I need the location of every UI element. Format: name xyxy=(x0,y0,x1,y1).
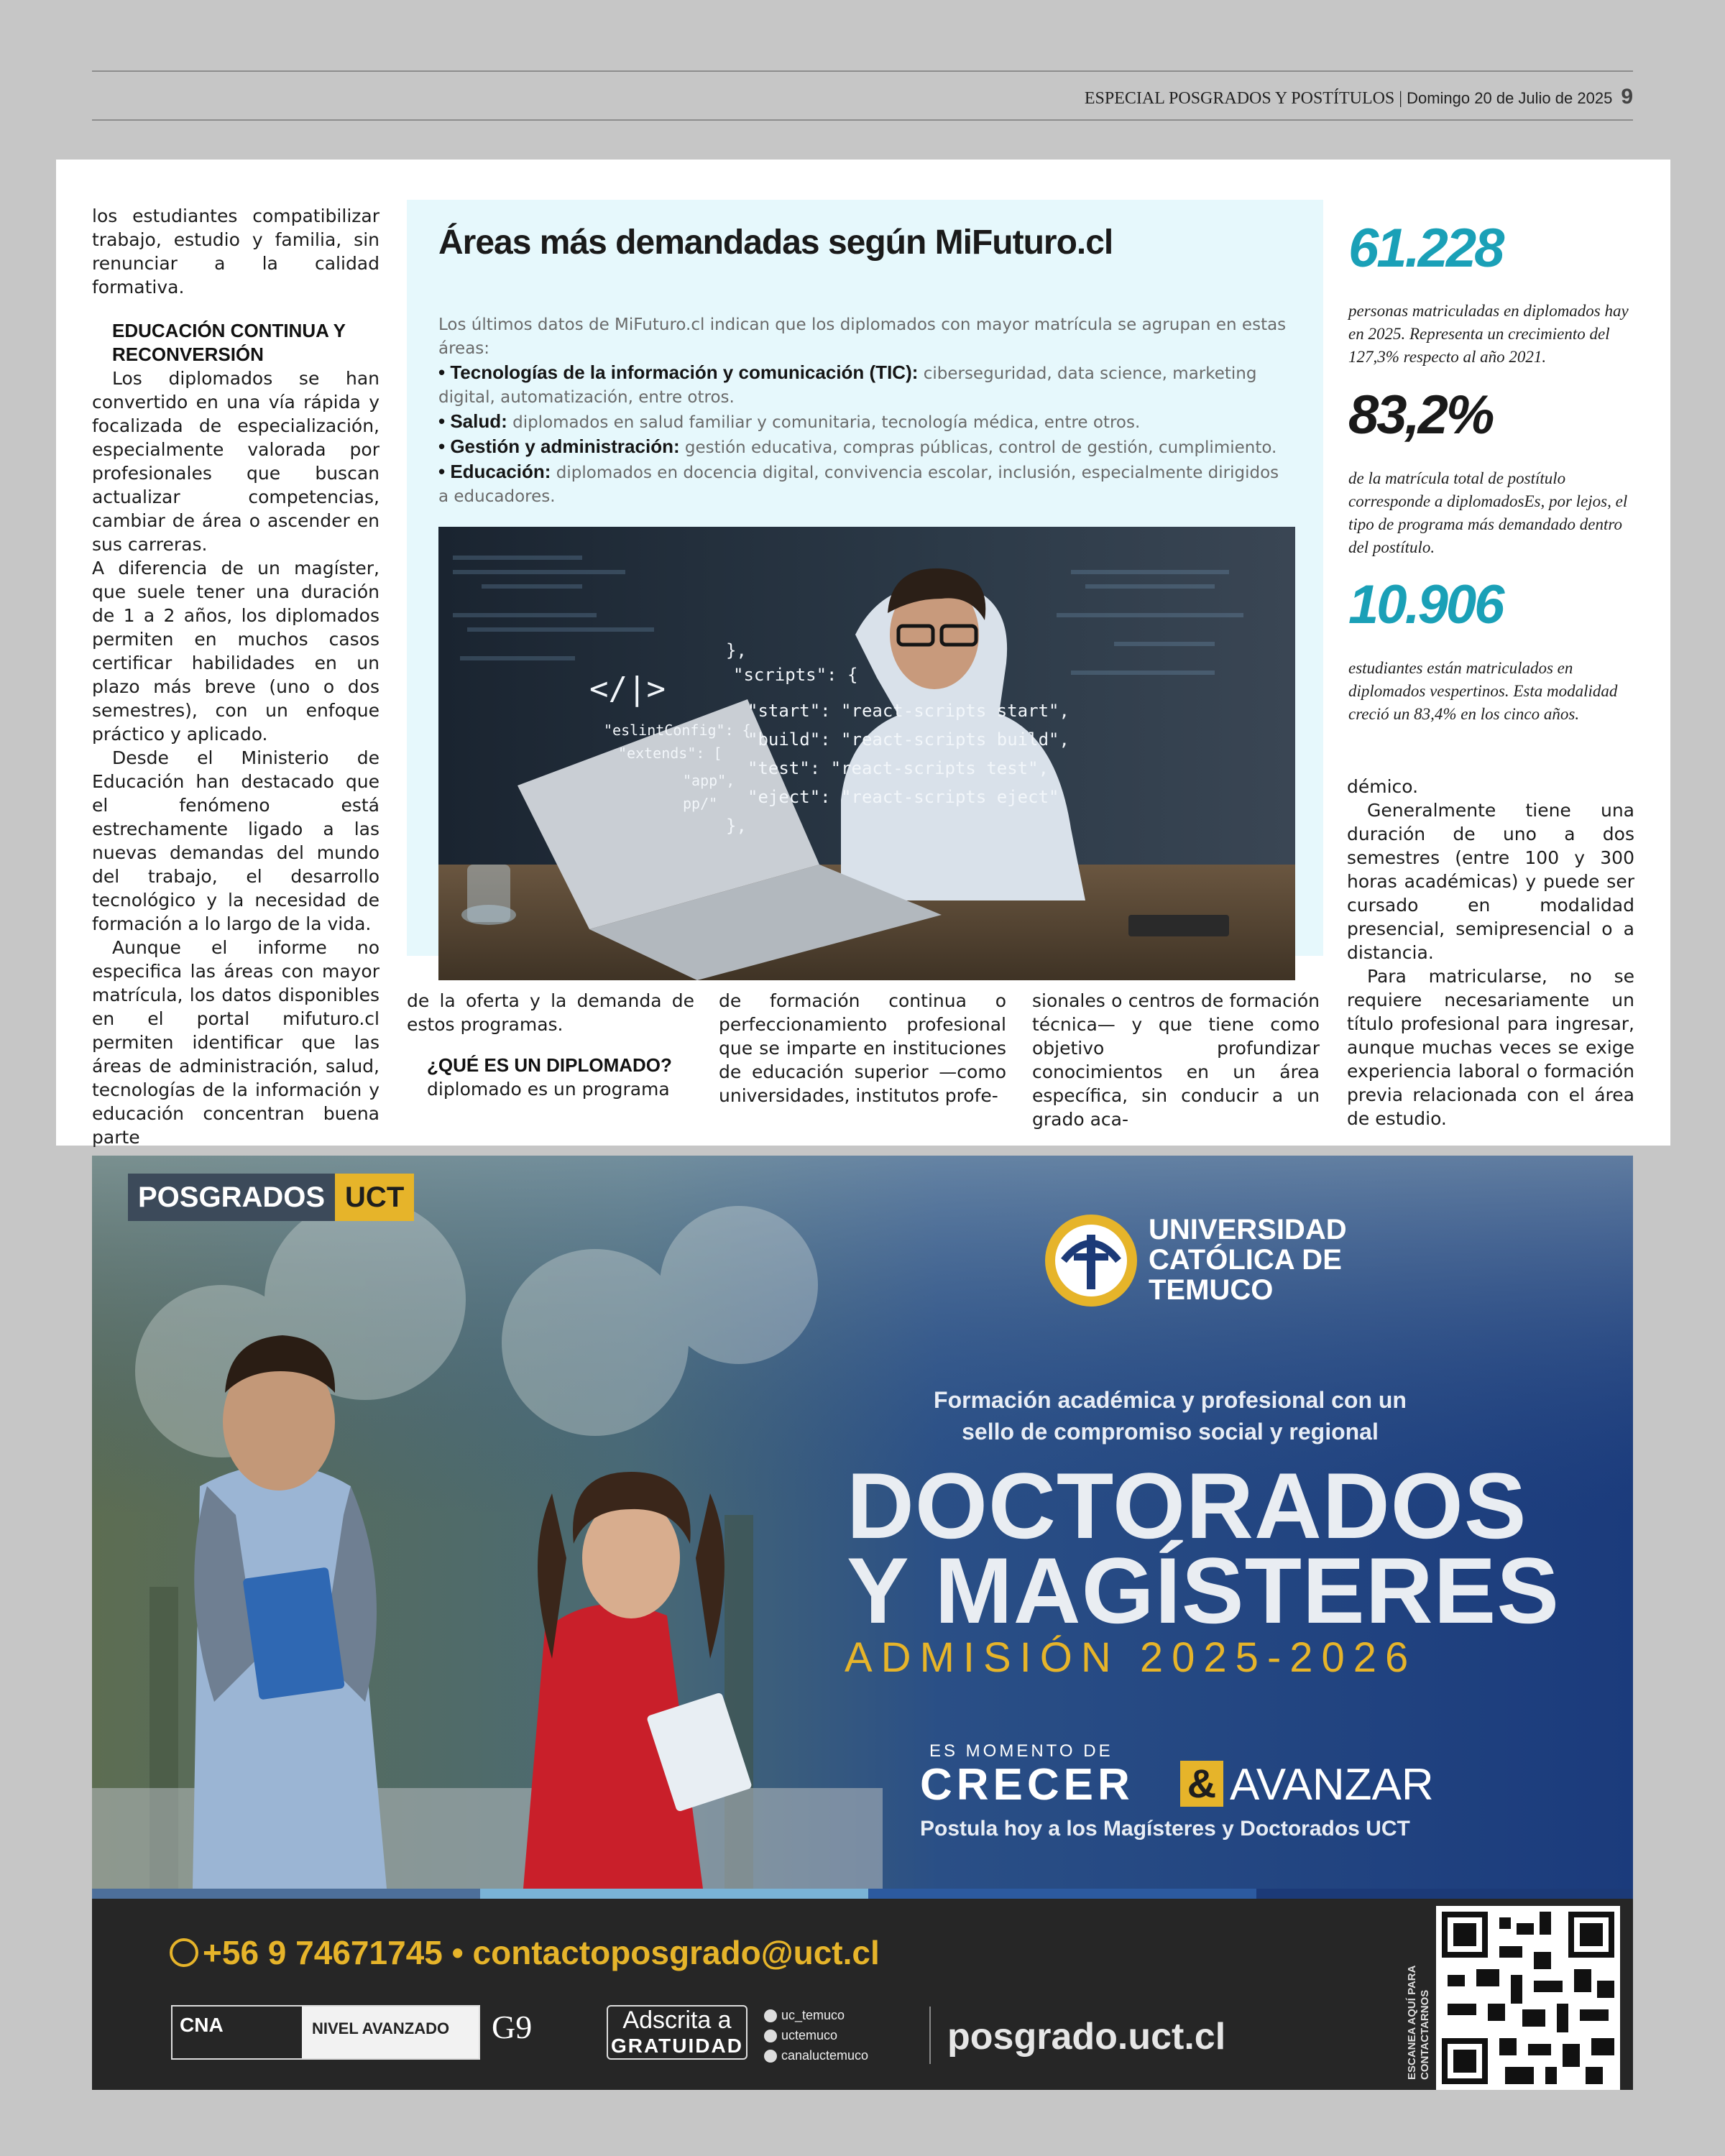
headline-doctorados: DOCTORADOS xyxy=(847,1453,1527,1558)
col1-paragraph: Aunque el informe no especifica las áreas con mayor matrícula, los datos disponibles en el portal mifuturo.cl permiten identificar que las áreas de administración, salud, tecnologías de la información y educación concentran buena parte xyxy=(92,937,380,1148)
col5-paragraph: démico. xyxy=(1347,776,1419,797)
ad-lead-text xyxy=(875,1384,1465,1447)
university-name-line: UNIVERSIDAD xyxy=(1149,1214,1347,1245)
header-date: Domingo 20 de Julio de 2025 xyxy=(1407,89,1613,107)
box-item xyxy=(438,460,1294,509)
footer-divider xyxy=(929,2007,931,2064)
article-panel xyxy=(56,160,1670,1146)
code-close: }, xyxy=(726,816,747,836)
qr-code-icon[interactable] xyxy=(1436,1906,1620,2090)
ad-lead-line: sello de compromiso social y regional xyxy=(962,1419,1379,1445)
photo-illustration xyxy=(438,527,1295,980)
social-handle[interactable] xyxy=(764,2028,837,2043)
qr-code-graphic xyxy=(1436,1906,1620,2090)
article-column-2 xyxy=(407,989,694,1101)
uct-logo-icon xyxy=(1042,1212,1140,1309)
box-item-label: • Salud: xyxy=(438,410,507,432)
social-handle[interactable] xyxy=(764,2048,868,2063)
social-handle-text: canaluctemuco xyxy=(781,2048,869,2063)
tag-uct-text: UCT xyxy=(335,1174,414,1221)
stat-description: personas matriculadas en diplomados hay en 2025. Representa un crecimiento del 127,3% respecto al año 2021. xyxy=(1348,302,1629,366)
social-handle-text: uctemuco xyxy=(781,2028,838,2042)
box-body xyxy=(438,313,1294,509)
website-link[interactable]: posgrado.uct.cl xyxy=(947,2016,1226,2058)
article-column-5 xyxy=(1347,775,1634,1130)
box-intro: Los últimos datos de MiFuturo.cl indican que los diplomados con mayor matrícula se agrupan en estas áreas: xyxy=(438,315,1287,358)
ad-campus-photo xyxy=(92,1156,1633,1889)
page-number: 9 xyxy=(1621,85,1633,109)
whatsapp-icon xyxy=(170,1938,198,1967)
header-section: ESPECIAL POSGRADOS Y POSTÍTULOS xyxy=(1084,89,1395,108)
social-handle-text: uc_temuco xyxy=(781,2008,845,2022)
article-column-4 xyxy=(1032,989,1320,1131)
col1-paragraph: Los diplomados se han convertido en una vía rápida y focalizada de especialización, especialmente valorada por profesionales que buscan actualizar competencias, cambiar de área o ascender en sus carreras. xyxy=(92,368,380,555)
page-header xyxy=(1085,85,1633,109)
article-column-3 xyxy=(719,989,1006,1107)
code-start: "start": "react-scripts start", xyxy=(748,701,1070,721)
box-item-text: gestión educativa, compras públicas, control de gestión, cumplimiento. xyxy=(679,438,1277,457)
social-handle[interactable] xyxy=(764,2008,845,2023)
uct-advertisement xyxy=(92,1156,1633,2090)
stat-value: 61.228 xyxy=(1348,218,1503,279)
col2-paragraph: diplomado es un programa xyxy=(427,1079,670,1100)
color-bar-graphic xyxy=(92,1889,1633,1899)
university-name xyxy=(1149,1215,1347,1305)
code-tag: </|> xyxy=(589,671,666,707)
code-build: "build": "react-scripts build", xyxy=(748,729,1070,750)
social-icon xyxy=(764,2050,777,2063)
code-eject: "eject": "react-scripts eject" xyxy=(748,787,1059,807)
box-title: Áreas más demandadas según MiFuturo.cl xyxy=(438,224,1113,262)
col5-paragraph: Para matricularse, no se requiere necesariamente un título profesional para ingresar, aunque muchas veces se exige experiencia laboral o formación previa relacionada con el área de estudio. xyxy=(1347,966,1634,1129)
student-laptop-photo xyxy=(438,527,1295,980)
cna-accreditation-badge xyxy=(171,2005,480,2060)
box-item-text: diplomados en salud familiar y comunitaria, tecnología médica, entre otros. xyxy=(507,413,1141,432)
crecer-text: CRECER xyxy=(920,1760,1134,1810)
avanzar-text: AVANZAR xyxy=(1230,1760,1434,1810)
box-item-text: diplomados en docencia digital, convivencia escolar, inclusión, especialmente dirigidos a educadores. xyxy=(438,464,1279,506)
g9-badge: G9 xyxy=(492,2009,533,2045)
subheading-que-es-diplomado: ¿QUÉ ES UN DIPLOMADO? xyxy=(427,1054,672,1076)
header-separator: | xyxy=(1399,89,1403,108)
scan-qr-label: ESCANEA AQUÍ PARA CONTACTARNOS xyxy=(1406,1966,1431,2080)
social-icon xyxy=(764,2009,777,2022)
posgrados-uct-tag xyxy=(128,1174,414,1221)
momento-text: ES MOMENTO DE xyxy=(929,1741,1113,1761)
box-item-text: ciberseguridad, data science, marketing digital, automatización, entre otros. xyxy=(438,364,1257,407)
cna-label: CNA xyxy=(180,2014,224,2036)
headline-magisteres: Y MAGÍSTERES xyxy=(847,1538,1560,1643)
stat-description: estudiantes están matriculados en diplomados vespertinos. Esta modalidad creció un 83,4% en los cinco años. xyxy=(1348,659,1618,723)
university-name-line: TEMUCO xyxy=(1149,1274,1274,1306)
header-bottom-rule xyxy=(92,119,1633,121)
top-rule xyxy=(92,70,1633,72)
adscrita-label: Adscrita a xyxy=(622,2007,732,2034)
code-scripts: "scripts": { xyxy=(733,665,858,685)
contact-separator: • xyxy=(442,1934,473,1971)
col1-paragraph: los estudiantes compatibilizar trabajo, estudio y familia, sin renunciar a la calidad formativa. xyxy=(92,206,380,298)
stat-description: de la matrícula total de postítulo corresponde a diplomadosEs, por lejos, el tipo de programa más demandado dentro del postítulo. xyxy=(1348,469,1628,556)
highlight-box xyxy=(407,200,1323,956)
nivel-avanzado-box xyxy=(302,2007,479,2058)
admision-text: ADMISIÓN 2025-2026 xyxy=(845,1634,1417,1681)
ad-color-bar xyxy=(92,1889,1633,1899)
code-extends: "extends": [ xyxy=(618,745,722,762)
university-name-line: CATÓLICA DE xyxy=(1149,1244,1342,1276)
tag-posgrados-text: POSGRADOS xyxy=(128,1174,335,1221)
col1-paragraph: Desde el Ministerio de Educación han destacado que el fenómeno está estrechamente ligado a las nuevas demandas del mundo del trabajo, el desarrollo tecnológico y la necesidad de formación a lo largo de la vida. xyxy=(92,747,380,934)
postula-text: Postula hoy a los Magísteres y Doctorados UCT xyxy=(920,1817,1410,1841)
ad-lead-line: Formación académica y profesional con un xyxy=(934,1387,1407,1413)
ad-footer xyxy=(92,1899,1633,2090)
subheading-educacion-continua: EDUCACIÓN CONTINUA Y RECONVERSIÓN xyxy=(112,320,346,365)
phone-number[interactable]: +56 9 74671745 xyxy=(203,1934,443,1971)
article-column-1 xyxy=(92,204,380,1149)
contact-line xyxy=(170,1933,880,1972)
nivel-label: NIVEL AVANZADO xyxy=(312,2019,450,2037)
col4-paragraph: sionales o centros de formación técnica— y que tiene como objetivo profundizar conocimientos en un área específica, sin conducir a un grado aca- xyxy=(1032,990,1320,1130)
gratuidad-label: GRATUIDAD xyxy=(611,2035,743,2057)
col1-paragraph: A diferencia de un magíster, que suele tener una duración de 1 a 2 años, los diplomados permiten en muchos casos certificar habilidades en un plazo más breve (uno o dos semestres), con un enfoque práctico y aplicado. xyxy=(92,558,380,745)
code-eslint: "eslintConfig": { xyxy=(604,722,751,739)
code-brace: }, xyxy=(726,640,747,660)
code-test: "test": "react-scripts test", xyxy=(748,758,1049,778)
box-item xyxy=(438,435,1294,460)
box-item-label: • Gestión y administración: xyxy=(438,436,680,457)
social-icon xyxy=(764,2030,777,2042)
col2-paragraph: de la oferta y la demanda de estos programas. xyxy=(407,990,694,1035)
ampersand-badge: & xyxy=(1180,1761,1223,1807)
code-app: "app", xyxy=(683,772,735,789)
box-item-label: • Educación: xyxy=(438,461,551,482)
code-app2: pp/" xyxy=(683,795,718,812)
stat-value: 10.906 xyxy=(1348,574,1503,635)
col5-paragraph: Generalmente tiene una duración de uno a dos semestres (entre 100 y 300 horas académicas) y puede ser cursado en modalidad presencial, semipresencial o a distancia. xyxy=(1347,800,1634,963)
contact-email[interactable]: contactoposgrado@uct.cl xyxy=(472,1934,880,1971)
box-item xyxy=(438,361,1294,410)
stat-value: 83,2% xyxy=(1348,384,1493,446)
col3-paragraph: de formación continua o perfeccionamiento profesional que se imparte en instituciones de educación superior —como universidades, institutos profe- xyxy=(719,990,1006,1106)
box-item-label: • Tecnologías de la información y comunicación (TIC): xyxy=(438,361,919,383)
gratuidad-badge xyxy=(607,2005,748,2060)
box-item xyxy=(438,410,1294,435)
